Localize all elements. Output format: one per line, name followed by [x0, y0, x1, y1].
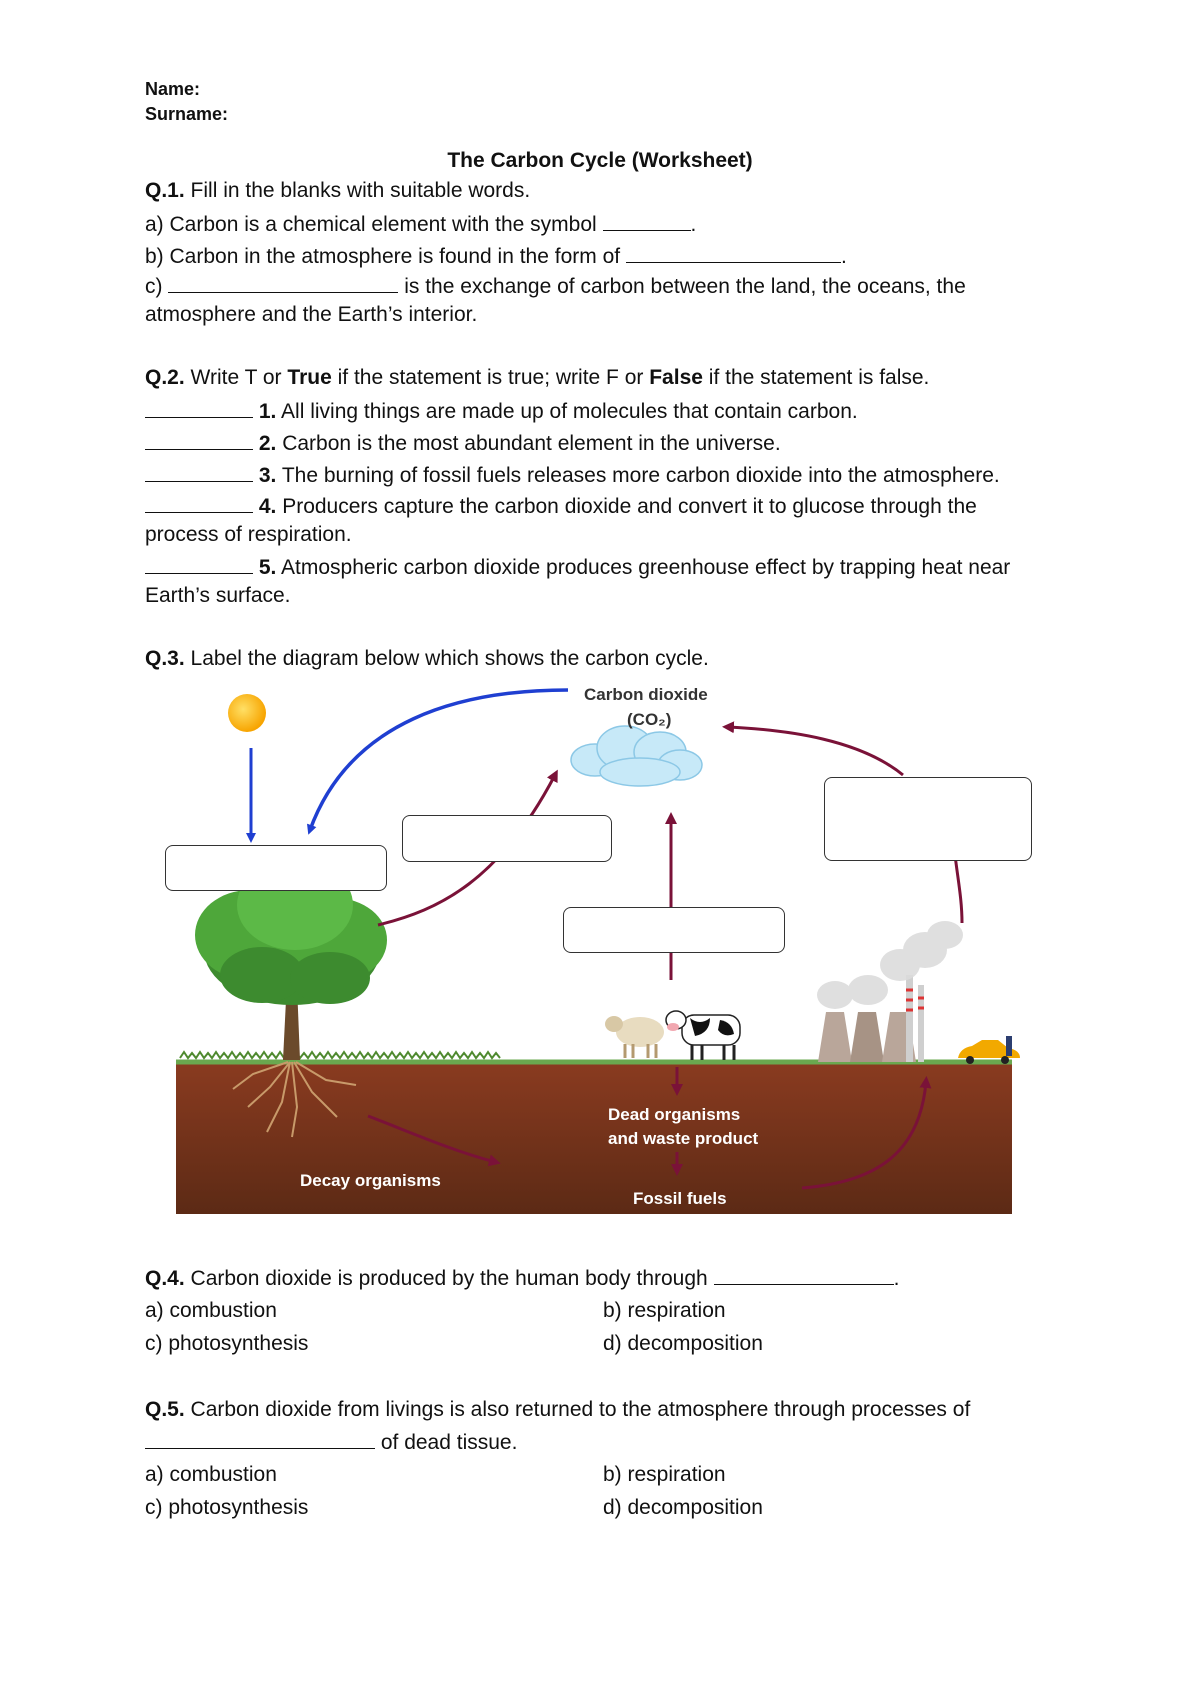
- q2-item-4-cont: process of respiration.: [145, 523, 352, 546]
- co2-label: Carbon dioxide: [584, 685, 708, 704]
- factory-icon: [817, 921, 963, 1062]
- combustion-to-co2-arrow: [728, 727, 903, 775]
- q4-option-a[interactable]: a) combustion: [145, 1299, 277, 1322]
- co2-to-plant-arrow: [310, 690, 568, 830]
- q2-item-5: 5. Atmospheric carbon dioxide produces greenhouse effect by trapping heat near: [145, 553, 1010, 581]
- q4-blank[interactable]: [714, 1264, 894, 1285]
- cloud-icon: [571, 726, 702, 786]
- surname-label: Surname:: [145, 104, 229, 124]
- q1-prompt: Q.1. Fill in the blanks with suitable words.: [145, 179, 531, 202]
- q4-option-d[interactable]: d) decomposition: [603, 1332, 763, 1355]
- page-title: The Carbon Cycle (Worksheet): [447, 149, 753, 172]
- q2-item-3: 3. The burning of fossil fuels releases more carbon dioxide into the atmosphere.: [145, 461, 1000, 489]
- q5-blank[interactable]: [145, 1428, 375, 1449]
- co2-formula-label: (CO₂): [627, 710, 672, 729]
- q5-cont: of dead tissue.: [145, 1428, 517, 1456]
- q2-prompt: Q.2. Write T or True if the statement is true; write F or False if the statement is false.: [145, 366, 930, 389]
- cow-icon: [666, 1011, 740, 1060]
- q1-a: a) Carbon is a chemical element with the symbol .: [145, 210, 696, 238]
- answer-box-photosynthesis[interactable]: [165, 845, 387, 891]
- q5-option-a[interactable]: a) combustion: [145, 1463, 277, 1486]
- factory-up-line: [955, 855, 962, 923]
- q1-b: b) Carbon in the atmosphere is found in the form of .: [145, 242, 847, 270]
- q5-option-b[interactable]: b) respiration: [603, 1463, 726, 1486]
- q5-option-d[interactable]: d) decomposition: [603, 1496, 763, 1519]
- decay-organisms-label: Decay organisms: [300, 1171, 441, 1190]
- dead-organisms-label: Dead organisms: [608, 1105, 741, 1124]
- sun-icon: [228, 694, 266, 732]
- sheep-icon: [605, 1016, 664, 1058]
- q2-item-1: 1. All living things are made up of molecules that contain carbon.: [145, 397, 858, 425]
- q3-prompt: Q.3. Label the diagram below which shows the carbon cycle.: [145, 647, 709, 670]
- q1-c-cont: atmosphere and the Earth’s interior.: [145, 303, 478, 326]
- q5-prompt: Q.5. Carbon dioxide from livings is also returned to the atmosphere through processes of: [145, 1398, 971, 1421]
- q4-option-c[interactable]: c) photosynthesis: [145, 1332, 309, 1355]
- name-label: Name:: [145, 79, 201, 99]
- q1-c: c) is the exchange of carbon between the land, the oceans, the: [145, 272, 966, 300]
- q4-prompt: Q.4. Carbon dioxide is produced by the human body through .: [145, 1264, 899, 1292]
- q2-item-4: 4. Producers capture the carbon dioxide and convert it to glucose through the: [145, 492, 977, 520]
- answer-box-animal-respiration[interactable]: [563, 907, 785, 953]
- q2-item-5-cont: Earth’s surface.: [145, 584, 291, 607]
- answer-box-plant-respiration[interactable]: [402, 815, 612, 862]
- answer-box-combustion[interactable]: [824, 777, 1032, 861]
- q5-option-c[interactable]: c) photosynthesis: [145, 1496, 309, 1519]
- fossil-fuels-label: Fossil fuels: [633, 1189, 727, 1208]
- waste-product-label: and waste product: [608, 1129, 759, 1148]
- q2-item-2: 2. Carbon is the most abundant element in the universe.: [145, 429, 781, 457]
- q4-option-b[interactable]: b) respiration: [603, 1299, 726, 1322]
